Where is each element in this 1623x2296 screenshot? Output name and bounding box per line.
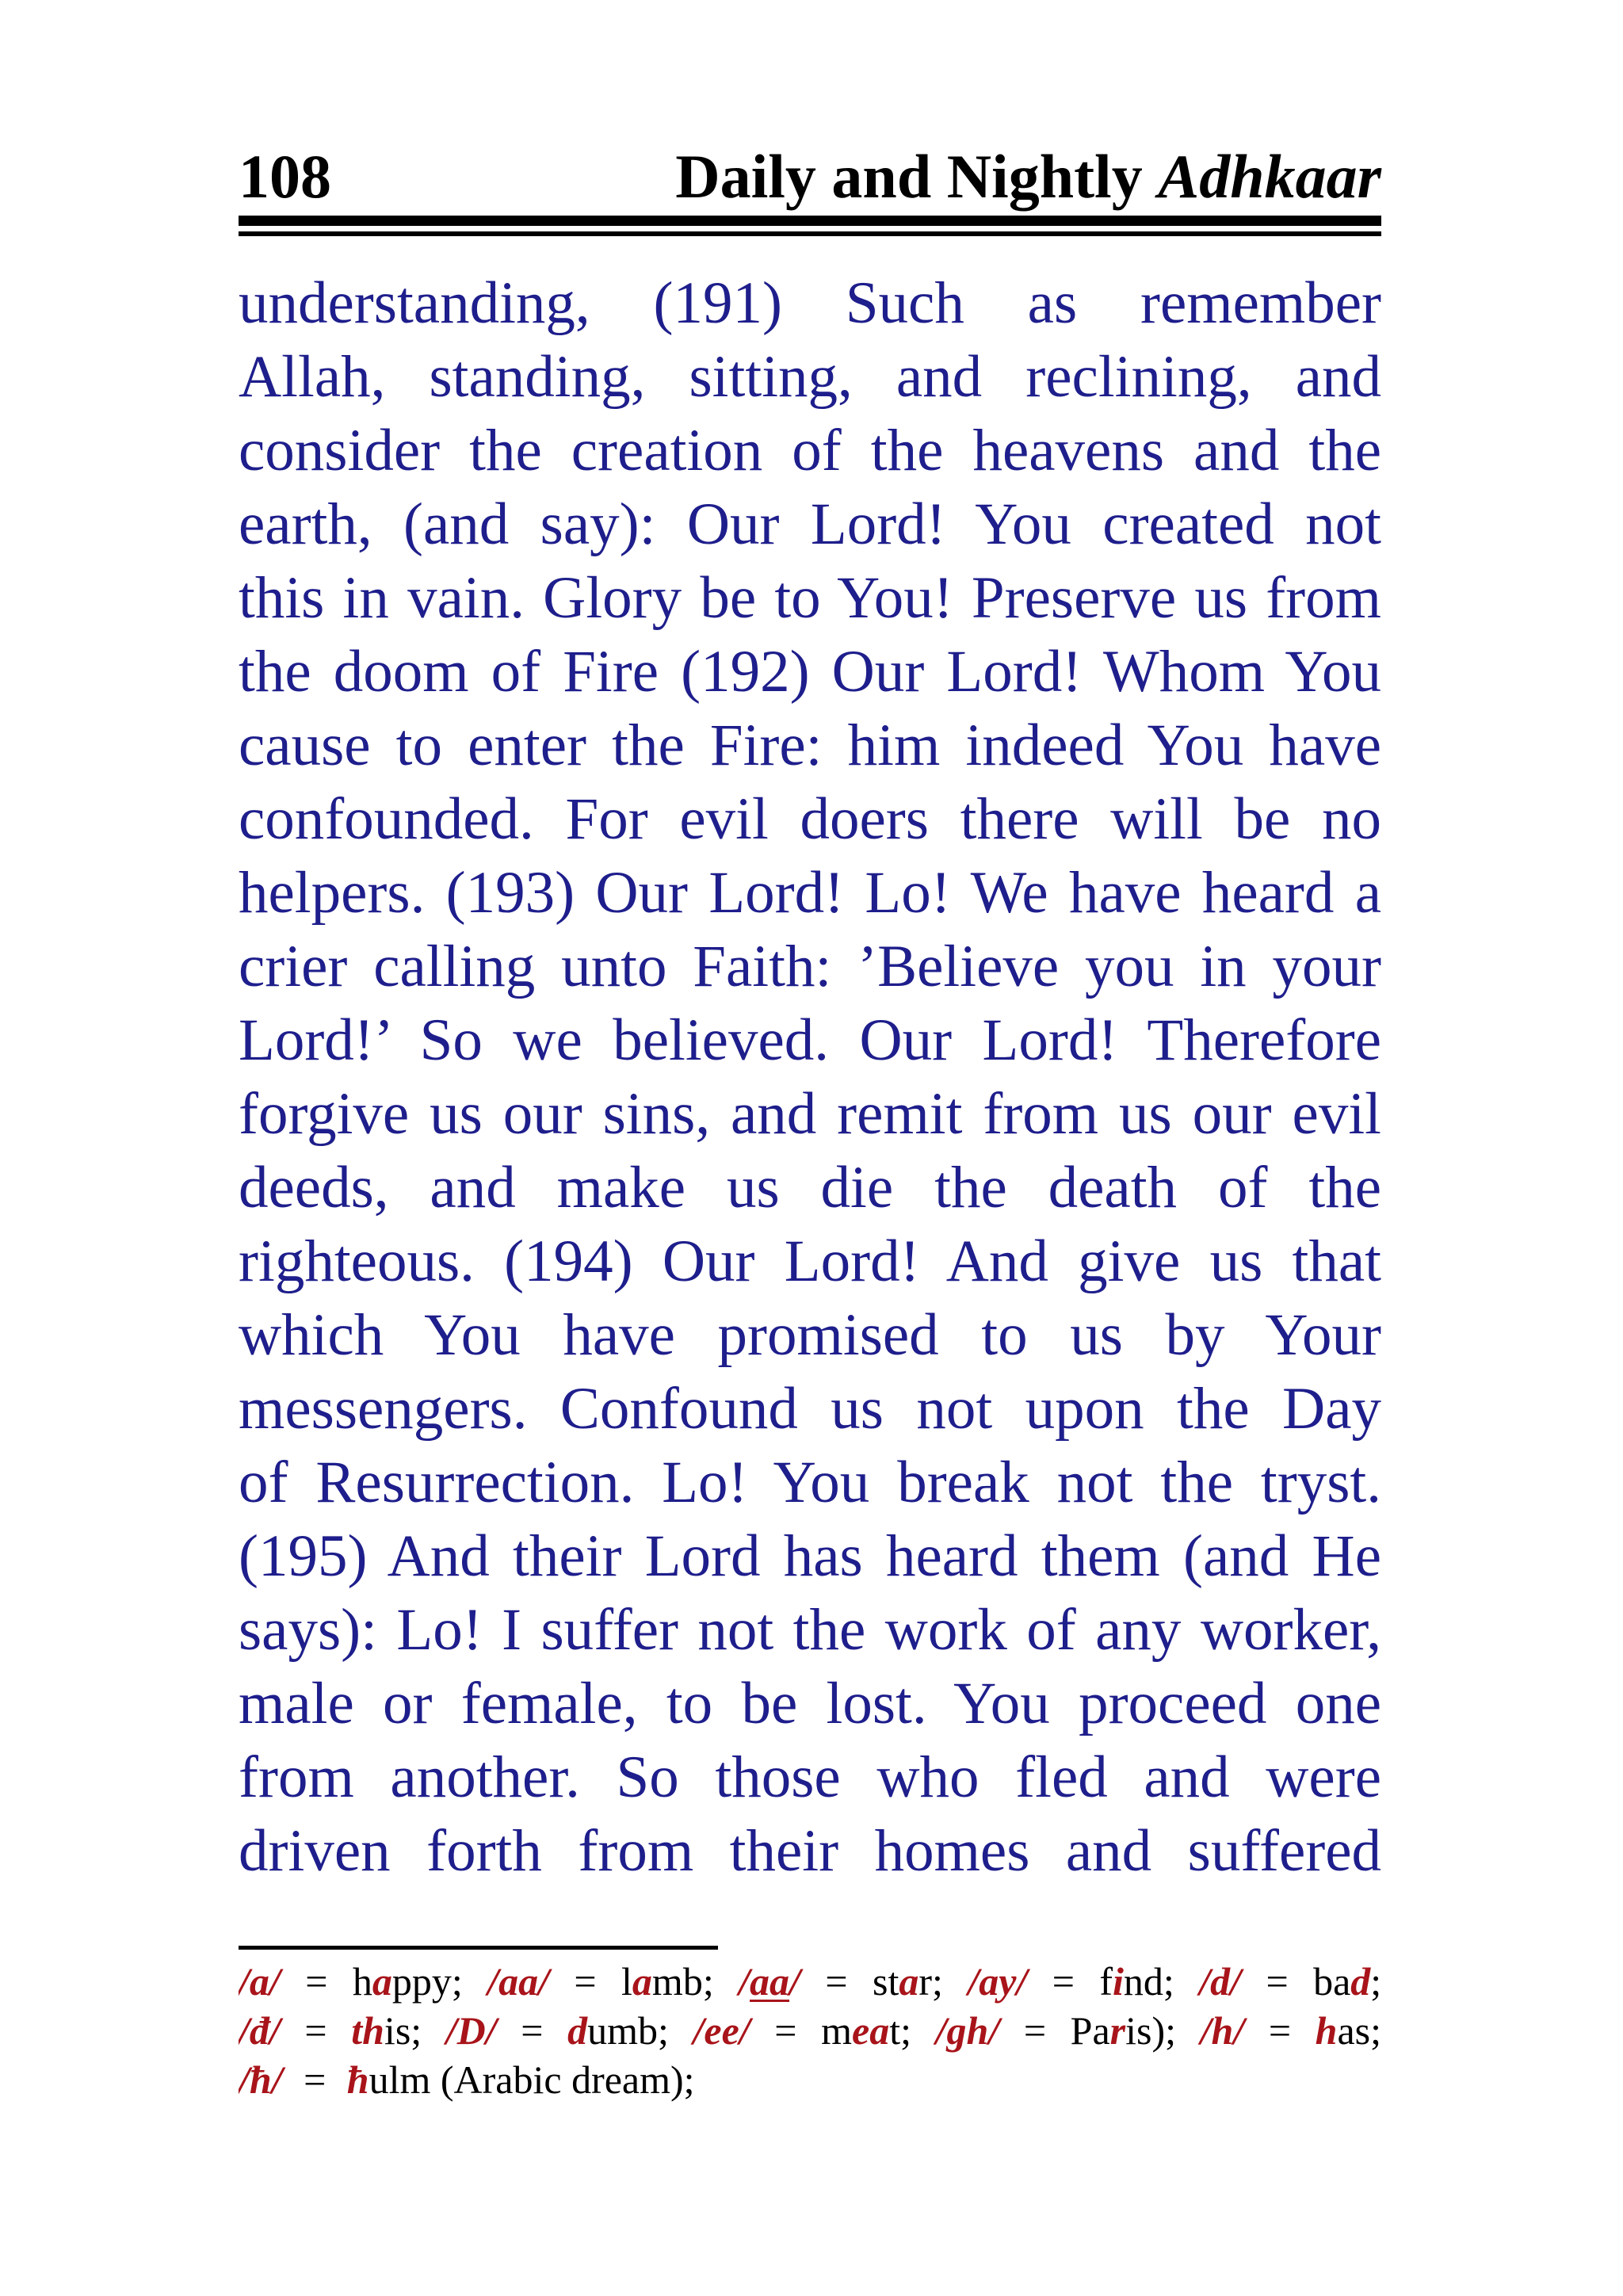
footnote-equals: = [521,2008,544,2053]
body-line: deeds, and make us die the death of the [239,1155,1381,1221]
example-text: r; [918,1959,943,2004]
body-line: helpers. (193) Our Lord! Lo! We have heard a [239,860,1381,926]
example-mark: a [632,1959,652,2004]
example-text: ulm (Arabic dream); [369,2057,695,2102]
footnote-equals: = [574,1959,597,2004]
footnote-symbol: /ħ/ [239,2057,283,2102]
body-line: this in vain. Glory be to You! Preserve us from [239,565,1381,631]
footnote-symbol: /d/ [1199,1959,1242,2004]
footnote-equals: = [304,2057,327,2102]
footnote-equals: = [305,1959,328,2004]
footnote-equals: = [1268,2008,1292,2053]
example-text: mb; [651,1959,714,2004]
body-line: of Resurrection. Lo! You break not the tryst. [239,1450,1381,1515]
footnote-example [1316,2008,1381,2053]
footnote-example [351,2008,422,2053]
footnote-equals: = [1023,2008,1047,2053]
example-text: as; [1337,2008,1381,2053]
body-line: cause to enter the Fire: him indeed You have [239,712,1381,778]
running-title [675,139,1381,214]
example-mark: i [1113,1959,1124,2004]
footnote-equals: = [1266,1959,1289,2004]
example-text: ppy; [391,1959,463,2004]
footnote-symbol: /ee/ [693,2008,750,2053]
example-text: ba [1313,1959,1351,2004]
footnote-example [821,2008,911,2053]
running-title-text: Daily and Nightly [675,142,1143,211]
symbol-slash: / [789,1959,800,2004]
footnote-example [1313,1959,1381,2004]
example-text: is); [1125,2008,1177,2053]
body-line: crier calling unto Faith: ’Believe you in your [239,934,1381,999]
footnotes [239,1957,1381,2104]
body-line: messengers. Confound us not upon the Day [239,1376,1381,1442]
body-line: understanding, (191) Such as remember [239,270,1381,336]
page-number: 108 [239,142,331,211]
footnote-example [873,1959,943,2004]
body-line: forgive us our sins, and remit from us our evil [239,1081,1381,1147]
example-mark: d [1350,1959,1371,2004]
header-rule-thin [239,231,1381,236]
body-line: from another. So those who fled and were [239,1744,1381,1810]
footnote-symbol: /đ/ [239,2008,281,2053]
footnote-symbol: /ay/ [968,1959,1028,2004]
footnote-equals: = [304,2008,327,2053]
body-line: Lord!’ So we believed. Our Lord! Therefore [239,1007,1381,1073]
example-text: st [873,1959,899,2004]
footnote-example [353,1959,463,2004]
body-text [239,266,1381,1888]
example-text: umb; [587,2008,669,2053]
body-line: confounded. For evil doers there will be no [239,786,1381,852]
example-mark: ea [852,2008,890,2053]
example-text: m [821,2008,853,2053]
example-text: is; [384,2008,422,2053]
footnote-example [1071,2008,1176,2053]
footnote-symbol: /aa/ [487,1959,549,2004]
footnote-example [567,2008,669,2053]
symbol-slash: / [739,1959,750,2004]
body-line: (195) And their Lord has heard them (and He [239,1523,1381,1589]
symbol-underlined: aa [750,1959,790,2004]
example-text: f [1099,1959,1113,2004]
body-line: righteous. (194) Our Lord! And give us that [239,1228,1381,1294]
example-mark: a [899,1959,919,2004]
example-text: l [621,1959,632,2004]
footnote-equals: = [1052,1959,1075,2004]
body-line: which You have promised to us by Your [239,1302,1381,1368]
body-line: Allah, standing, sitting, and reclining, and [239,344,1381,410]
footnote-symbol: /h/ [1200,2008,1245,2053]
example-mark: r [1109,2008,1126,2053]
footnote-line [239,1957,1381,2006]
body-line: male or female, to be lost. You proceed one [239,1671,1381,1736]
example-text: ; [1370,1959,1381,2004]
example-mark: ħ [346,2057,369,2102]
footnote-line [239,2006,1381,2055]
footnote-symbol: /gh/ [935,2008,1000,2053]
footnote-example [1099,1959,1174,2004]
example-mark: a [372,1959,392,2004]
body-line: driven forth from their homes and suffered [239,1818,1381,1884]
footnote-equals: = [825,1959,848,2004]
body-line: says): Lo! I suffer not the work of any worker, [239,1597,1381,1663]
example-mark: th [351,2008,384,2053]
body-line: consider the creation of the heavens and the [239,418,1381,483]
example-text: nd; [1123,1959,1174,2004]
example-mark: d [567,2008,588,2053]
running-header [239,139,1381,214]
example-text: t; [889,2008,912,2053]
header-rule-thick [239,216,1381,226]
body-line: earth, (and say): Our Lord! You created not [239,491,1381,557]
example-text: Pa [1070,2008,1110,2053]
footnote-line [239,2055,1381,2104]
footnote-example [621,1959,714,2004]
footnote-rule [239,1946,718,1950]
running-title-italic: Adhkaar [1158,142,1381,211]
example-mark: h [1315,2008,1338,2053]
footnote-example [347,2057,695,2102]
example-text: h [352,1959,372,2004]
footnote-symbol [739,1959,800,2004]
footnote-equals: = [774,2008,797,2053]
footnote-symbol: /D/ [445,2008,497,2053]
footnote-symbol: /a/ [239,1959,281,2004]
body-line: the doom of Fire (192) Our Lord! Whom You [239,639,1381,705]
